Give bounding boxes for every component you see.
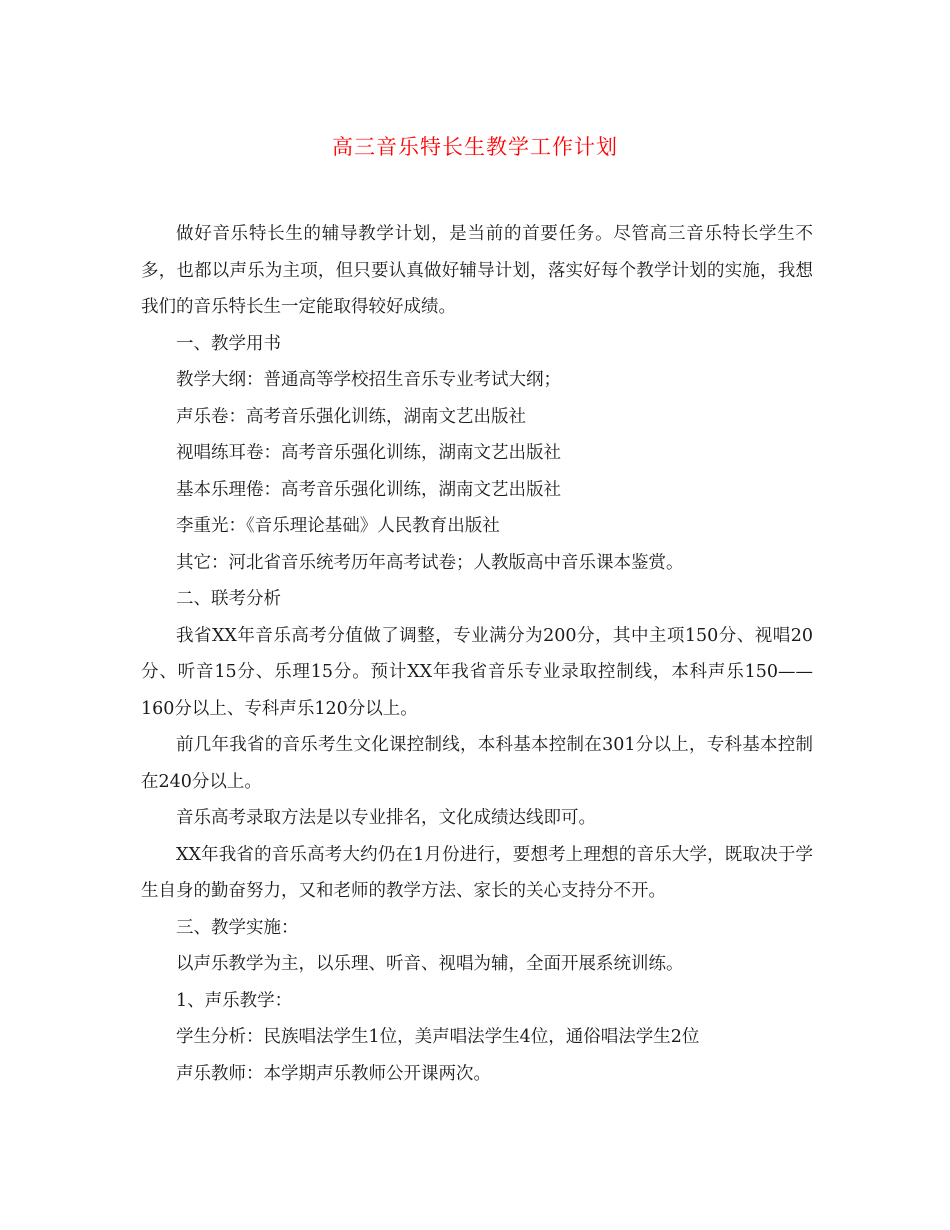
textbook-item: 视唱练耳卷：高考音乐强化训练，湖南文艺出版社: [176, 443, 561, 463]
subsection-heading-vocal: 1、声乐教学：: [176, 990, 293, 1011]
paragraph-vocal-teacher: 声乐教师：本学期声乐教师公开课两次。: [176, 1063, 491, 1084]
paragraph-exam-timing: XX年我省的音乐高考大约仍在1月份进行，要想考上理想的音乐大学，既取决于学生自身的勤奋努力，又和老师的教学方法、家长的关心支持分不开。: [141, 844, 813, 901]
paragraph-intro: 做好音乐特长生的辅导教学计划，是当前的首要任务。尽管高三音乐特长学生不多，也都以声乐为主项，但只要认真做好辅导计划，落实好每个教学计划的实施，我想我们的音乐特长生一定能取得较好成绩。: [141, 224, 813, 317]
paragraph-culture-score-line: 前几年我省的音乐考生文化课控制线，本科基本控制在301分以上，专科基本控制在240分以上。: [141, 735, 813, 792]
textbook-item: 声乐卷：高考音乐强化训练，湖南文艺出版社: [176, 406, 526, 427]
textbook-item: 其它：河北省音乐统考历年高考试卷；人教版高中音乐课本鉴赏。: [176, 552, 684, 573]
section-heading-implementation: 三、教学实施：: [176, 917, 299, 938]
section-heading-exam-analysis: 二、联考分析: [176, 589, 281, 609]
textbook-item: 李重光：《音乐理论基础》人民教育出版社: [176, 516, 500, 536]
document-title: 高三音乐特长生教学工作计划: [332, 135, 618, 159]
section-heading-textbooks: 一、教学用书: [176, 333, 281, 354]
paragraph-score-adjustment: 我省XX年音乐高考分值做了调整，专业满分为200分，其中主项150分、视唱20分、听音15分、乐理15分。预计XX年我省音乐专业录取控制线，本科声乐150——160分以上、专科声乐120分以上。: [141, 625, 813, 719]
paragraph-student-analysis: 学生分析：民族唱法学生1位，美声唱法学生4位，通俗唱法学生2位: [176, 1027, 700, 1047]
textbook-item: 基本乐理倦：高考音乐强化训练，湖南文艺出版社: [176, 479, 561, 500]
textbook-item: 教学大纲：普通高等学校招生音乐专业考试大纲；: [176, 370, 561, 390]
paragraph-teaching-focus: 以声乐教学为主，以乐理、听音、视唱为辅，全面开展系统训练。: [176, 954, 684, 974]
document-body: [141, 216, 813, 1092]
paragraph-admission-method: 音乐高考录取方法是以专业排名，文化成绩达线即可。: [176, 808, 596, 828]
